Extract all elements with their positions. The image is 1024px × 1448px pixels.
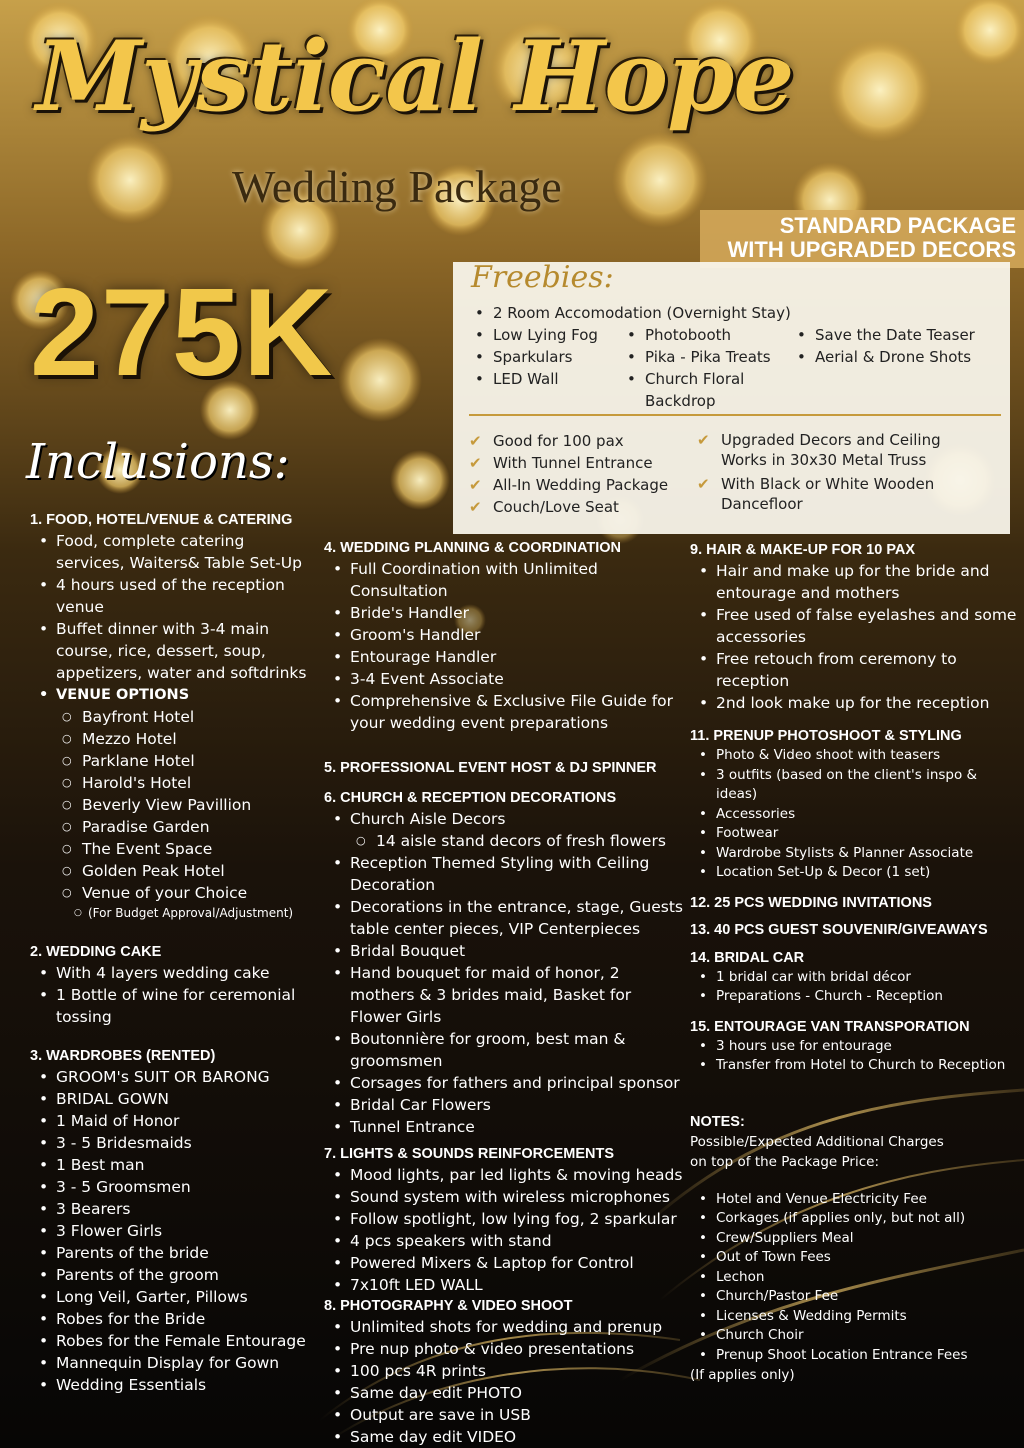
list-item: • Parents of the groom (30, 1264, 315, 1286)
list-item: • With 4 layers wedding cake (30, 962, 315, 984)
list-item: • 3 - 5 Groomsmen (30, 1176, 315, 1198)
planning-list (324, 558, 686, 734)
check-item: ✔ All-In Wedding Package (469, 474, 689, 496)
list-item: • 7x10ft LED WALL (324, 1274, 686, 1296)
section-heading-host: 5. PROFESSIONAL EVENT HOST & DJ SPINNER (324, 760, 657, 776)
list-item: • Full Coordination with Unlimited Consultation (324, 558, 610, 602)
list-item: • Church/Pastor Fee (690, 1287, 1020, 1307)
list-item: • Transfer from Hotel to Church to Reception (690, 1056, 1020, 1076)
lights-list (324, 1164, 686, 1296)
notes-list (690, 1190, 1020, 1366)
list-item: • Church Choir (690, 1326, 1020, 1346)
column-2 (324, 538, 686, 1448)
package-subtitle: Wedding Package (232, 161, 562, 212)
list-item: • Church Aisle Decors (324, 808, 686, 830)
list-item: • Footwear (690, 824, 1020, 844)
list-item: • Crew/Suppliers Meal (690, 1229, 1020, 1249)
list-item: • Accessories (690, 805, 1020, 825)
list-item: • Long Veil, Garter, Pillows (30, 1286, 315, 1308)
list-item: • Hotel and Venue Electricity Fee (690, 1190, 1020, 1210)
freebie-item: • Low Lying Fog (471, 324, 621, 346)
list-item: • Robes for the Bride (30, 1308, 315, 1330)
section-heading-bridal-car: 14. BRIDAL CAR (690, 949, 805, 966)
list-item: • Corkages (if applies only, but not all) (690, 1209, 1020, 1229)
list-item: • 3 - 5 Bridesmaids (30, 1132, 315, 1154)
section-heading-prenup: 11. PRENUP PHOTOSHOOT & STYLING (690, 728, 962, 744)
section-heading-wardrobes: 3. WARDROBES (RENTED) (30, 1048, 216, 1064)
list-item: • 1 bridal car with bridal décor (690, 968, 1020, 988)
section-heading-planning: 4. WEDDING PLANNING & COORDINATION (324, 540, 621, 556)
section-heading-photography: 8. PHOTOGRAPHY & VIDEO SHOOT (324, 1298, 573, 1314)
list-item: • Entourage Handler (324, 646, 686, 668)
list-item: • Out of Town Fees (690, 1248, 1020, 1268)
venue-item: ○ Mezzo Hotel (30, 728, 315, 750)
venue-item: ○ Paradise Garden (30, 816, 315, 838)
freebie-item: • Aerial & Drone Shots (793, 346, 1003, 368)
prenup-list (690, 746, 1020, 883)
column-1 (30, 510, 315, 1396)
venue-item: ○ Beverly View Pavillion (30, 794, 315, 816)
package-highlights-left (469, 430, 689, 518)
list-item: • Tunnel Entrance (324, 1116, 686, 1138)
list-item: • 4 hours used of the reception venue (30, 574, 315, 618)
list-item: • Wardrobe Stylists & Planner Associate (690, 844, 1020, 864)
venue-item: ○ Golden Peak Hotel (30, 860, 315, 882)
list-item: • Free used of false eyelashes and some accessories (690, 604, 1020, 648)
venue-item: ○ Parklane Hotel (30, 750, 315, 772)
venue-note: ○ (For Budget Approval/Adjustment) (30, 904, 315, 922)
check-item: ✔ Couch/Love Seat (469, 496, 689, 518)
package-highlights-right (697, 430, 957, 514)
list-item: • Sound system with wireless microphones (324, 1186, 686, 1208)
section-heading-souvenirs: 13. 40 PCS GUEST SOUVENIR/GIVEAWAYS (690, 921, 988, 938)
freebie-item: • Church Floral Backdrop (623, 368, 775, 412)
venue-item: ○ Venue of your Choice (30, 882, 315, 904)
section-heading-food: 1. FOOD, HOTEL/VENUE & CATERING (30, 512, 293, 528)
freebies-divider (469, 414, 1001, 416)
freebies-col-2 (623, 324, 793, 412)
list-item: • Boutonnière for groom, best man & groomsmen (324, 1028, 650, 1072)
list-item: • Unlimited shots for wedding and prenup (324, 1316, 686, 1338)
list-item: • Groom's Handler (324, 624, 686, 646)
list-item: • Reception Themed Styling with Ceiling Decoration (324, 852, 686, 896)
freebies-full-row (471, 302, 791, 324)
package-title: Mystical Hope (36, 20, 794, 133)
list-item: • 1 Maid of Honor (30, 1110, 315, 1132)
list-item: • Photo & Video shoot with teasers (690, 746, 1020, 766)
list-item: • Licenses & Wedding Permits (690, 1307, 1020, 1327)
list-item: • Parents of the bride (30, 1242, 315, 1264)
decorations-list (324, 808, 686, 830)
list-item: • Bridal Bouquet (324, 940, 686, 962)
column-3 (690, 540, 1020, 1385)
aisle-sub-list (324, 830, 686, 852)
check-item: ✔ Good for 100 pax (469, 430, 689, 452)
section-heading-lights: 7. LIGHTS & SOUNDS REINFORCEMENTS (324, 1146, 615, 1162)
list-item: • Buffet dinner with 3-4 main course, rice, dessert, soup, appetizers, water and softdrinks (30, 618, 315, 684)
standard-package-badge (700, 210, 1024, 268)
freebie-item: • LED Wall (471, 368, 621, 390)
freebie-item: • 2 Room Accomodation (Overnight Stay) (471, 302, 791, 324)
list-item: • Robes for the Female Entourage (30, 1330, 315, 1352)
list-item: • Prenup Shoot Location Entrance Fees (690, 1346, 1020, 1366)
list-item: • Bride's Handler (324, 602, 686, 624)
venue-item: ○ Harold's Hotel (30, 772, 315, 794)
list-item: • Wedding Essentials (30, 1374, 315, 1396)
list-item: • 3 outfits (based on the client's inspo & ideas) (690, 766, 986, 805)
section-heading-hair: 9. HAIR & MAKE-UP FOR 10 PAX (690, 542, 916, 558)
photography-list (324, 1316, 686, 1448)
notes-intro: Possible/Expected Additional Charges on top of the Package Price: (690, 1133, 944, 1170)
check-item: ✔ With Black or White Wooden Dancefloor (697, 474, 957, 514)
list-item: • Follow spotlight, low lying fog, 2 sparkular (324, 1208, 686, 1230)
freebies-title: Freebies: (471, 260, 614, 295)
list-item: • Same day edit PHOTO (324, 1382, 686, 1404)
wardrobes-list (30, 1066, 315, 1396)
list-item: • Preparations - Church - Reception (690, 987, 1020, 1007)
list-item: • Hand bouquet for maid of honor, 2 mothers & 3 brides maid, Basket for Flower Girls (324, 962, 686, 1028)
list-item: • Mood lights, par led lights & moving heads (324, 1164, 686, 1186)
list-item: • 3 hours use for entourage (690, 1037, 1020, 1057)
badge-line-2: WITH UPGRADED DECORS (727, 237, 1016, 262)
van-list (690, 1037, 1020, 1076)
list-item: • Location Set-Up & Decor (1 set) (690, 863, 1020, 883)
list-item: • GROOM's SUIT OR BARONG (30, 1066, 315, 1088)
list-item: • Output are save in USB (324, 1404, 686, 1426)
list-item: • 100 pcs 4R prints (324, 1360, 686, 1382)
notes-heading: NOTES: (690, 1113, 745, 1130)
freebie-item: • Save the Date Teaser (793, 324, 1003, 346)
food-list (30, 530, 315, 684)
list-item: • BRIDAL GOWN (30, 1088, 315, 1110)
freebies-panel (453, 262, 1010, 534)
freebies-col-3 (793, 324, 1003, 368)
list-item: • Comprehensive & Exclusive File Guide for your wedding event preparations (324, 690, 686, 734)
section-heading-decorations: 6. CHURCH & RECEPTION DECORATIONS (324, 790, 617, 806)
list-item: • 1 Bottle of wine for ceremonial tossing (30, 984, 315, 1028)
venue-list (30, 706, 315, 904)
package-price: 275K (30, 264, 335, 402)
check-item: ✔ Upgraded Decors and Ceiling Works in 30x30 Metal Truss (697, 430, 957, 470)
inclusions-title: Inclusions: (26, 434, 290, 490)
notes-outro: (If applies only) (690, 1367, 795, 1383)
badge-line-1: STANDARD PACKAGE (779, 213, 1016, 238)
sub-item: ○ 14 aisle stand decors of fresh flowers (324, 830, 686, 852)
list-item: • Same day edit VIDEO (324, 1426, 686, 1448)
list-item: • Hair and make up for the bride and entourage and mothers (690, 560, 1020, 604)
cake-list (30, 962, 315, 1028)
list-item: • Food, complete catering services, Waiters& Table Set-Up (30, 530, 315, 574)
section-heading-invitations: 12. 25 PCS WEDDING INVITATIONS (690, 894, 932, 911)
list-item: • Mannequin Display for Gown (30, 1352, 315, 1374)
list-item: • Decorations in the entrance, stage, Guests table center pieces, VIP Centerpieces (324, 896, 686, 940)
venue-item: ○ Bayfront Hotel (30, 706, 315, 728)
bridal-car-list (690, 968, 1020, 1007)
list-item: • 4 pcs speakers with stand (324, 1230, 686, 1252)
list-item: • 1 Best man (30, 1154, 315, 1176)
list-item: • Pre nup photo & video presentations (324, 1338, 686, 1360)
list-item: • Corsages for fathers and principal sponsor (324, 1072, 686, 1094)
list-item: • 2nd look make up for the reception (690, 692, 1020, 714)
section-heading-van: 15. ENTOURAGE VAN TRANSPORATION (690, 1018, 970, 1035)
list-item: • Free retouch from ceremony to reception (690, 648, 1020, 692)
venue-options-heading: • VENUE OPTIONS (30, 684, 315, 706)
list-item: • Bridal Car Flowers (324, 1094, 686, 1116)
check-item: ✔ With Tunnel Entrance (469, 452, 689, 474)
list-item: • 3-4 Event Associate (324, 668, 686, 690)
list-item: • Lechon (690, 1268, 1020, 1288)
decorations-list-cont (324, 852, 686, 1138)
freebie-item: • Sparkulars (471, 346, 621, 368)
list-item: • 3 Flower Girls (30, 1220, 315, 1242)
list-item: • Powered Mixers & Laptop for Control (324, 1252, 686, 1274)
venue-item: ○ The Event Space (30, 838, 315, 860)
freebie-item: • Pika - Pika Treats (623, 346, 793, 368)
hair-list (690, 560, 1020, 714)
section-heading-cake: 2. WEDDING CAKE (30, 944, 162, 960)
freebies-col-1 (471, 324, 621, 390)
freebie-item: • Photobooth (623, 324, 793, 346)
list-item: • 3 Bearers (30, 1198, 315, 1220)
